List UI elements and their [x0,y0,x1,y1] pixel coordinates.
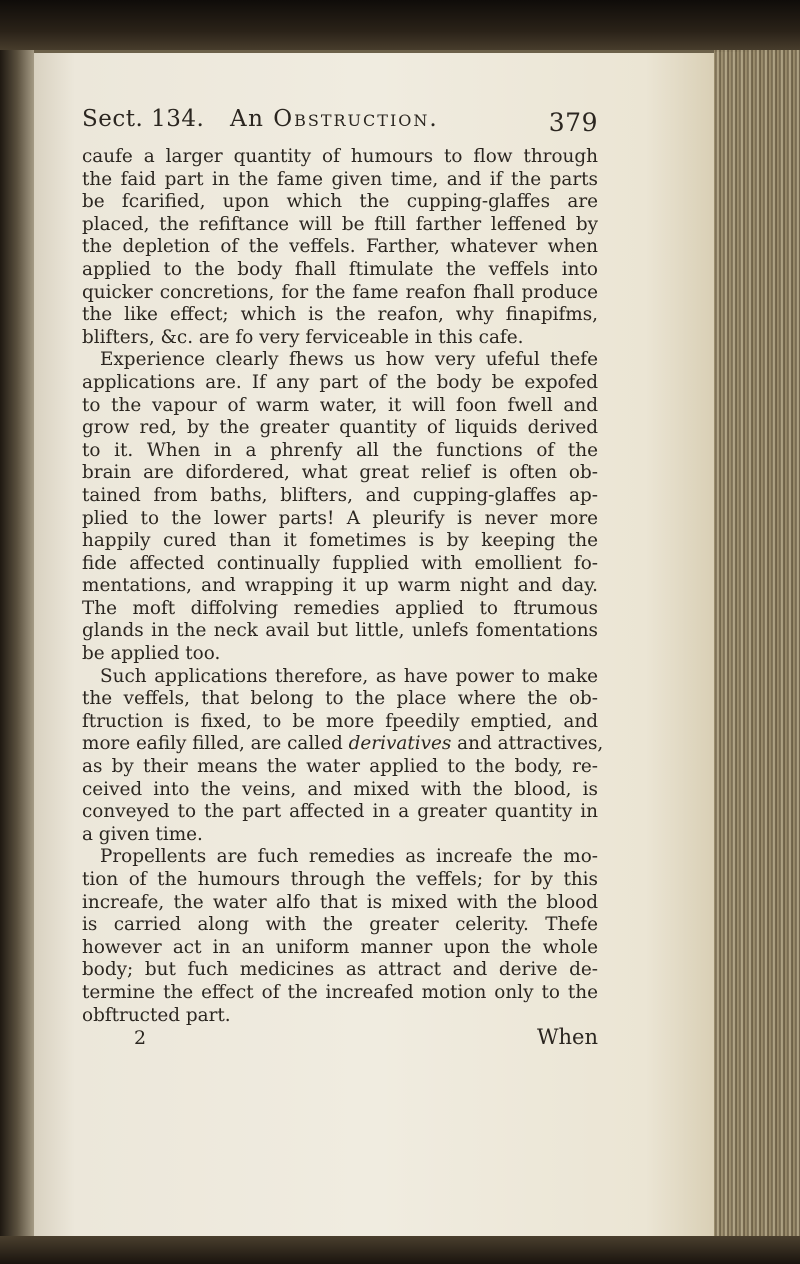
text-line: Such applications therefore, as have power to make [100,665,598,687]
text-line: is carried along with the greater celerity. Thefe [82,914,598,936]
text-line: the faid part in the fame given time, and if the parts [82,168,598,190]
text-line: more eafily filled, are called derivatives and attractives, [82,733,604,755]
text-line: obftructed part. [82,1004,231,1026]
text-line: grow red, by the greater quantity of liquids derived [82,417,598,439]
text-line: applied to the body fhall ftimulate the veffels into [82,258,598,280]
text-line: quicker concretions, for the fame reafon fhall produce [82,281,598,303]
text-line: a given time. [82,823,203,845]
text-line: tion of the humours through the veffels; for by this [82,869,598,890]
text-line: applications are. If any part of the body be expofed [82,371,598,393]
text-line: mentations, and wrapping it up warm night and day. [82,575,598,597]
text-line: body; but fuch medicines as attract and derive de- [82,959,598,981]
text-line: The moft diffolving remedies applied to ftrumous [82,597,598,619]
page-gutter [0,50,34,1240]
text-line: ceived into the veins, and mixed with the blood, is [82,778,598,800]
text-line: termine the effect of the increafed motion only to the [82,981,598,1003]
page-footer [82,1027,598,1053]
catchword: When [536,1025,598,1050]
text-line: be applied too. [82,643,221,665]
page-text-block [82,102,604,1053]
text-line: brain are difordered, what great relief is often ob- [82,462,598,484]
binding-shadow-bottom [0,1236,800,1264]
text-line: as by their means the water applied to the body, re- [82,756,598,778]
text-line: Experience clearly fhews us how very ufeful thefe [100,349,598,371]
section-number: Sect. 134. [82,106,205,132]
running-title-first: An [230,106,265,132]
text-line: however act in an uniform manner upon the whole [82,936,598,958]
text-line: placed, the refiftance will be ftill farther leffened by [82,213,598,235]
running-header [82,102,598,146]
text-line: glands in the neck avail but little, unlefs fomentations [82,620,598,642]
text-line: be fcarified, upon which the cupping-glaffes are [82,191,598,213]
running-title [230,106,439,132]
text-line: Propellents are fuch remedies as increafe the mo- [100,846,598,868]
text-line: increafe, the water alfo that is mixed with the blood [82,891,598,913]
page-edges [714,50,800,1240]
text-line: the depletion of the veffels. Farther, whatever when [82,236,598,258]
text-line: to the vapour of warm water, it will foon fwell and [82,394,598,416]
text-line: caufe a larger quantity of humours to flow through [82,146,598,167]
running-title-rest: Obstruction. [273,106,439,132]
page-number: 379 [548,108,598,137]
text-line: the like effect; which is the reafon, why finapifms, [82,304,598,326]
text-line: tained from baths, blifters, and cupping-glaffes ap- [82,484,598,506]
text-line: blifters, &c. are fo very ferviceable in this cafe. [82,326,524,348]
text-line: fide affected continually fupplied with emollient fo- [82,552,598,574]
text-line: plied to the lower parts! A pleurify is never more [82,507,598,529]
binding-shadow-top [0,0,800,52]
text-line: the veffels, that belong to the place where the ob- [82,688,598,710]
italic-term: derivatives [348,733,452,755]
text-line: conveyed to the part affected in a greater quantity in [82,801,598,823]
body-text [82,146,604,1027]
text-line: ftruction is fixed, to be more fpeedily emptied, and [82,710,598,732]
signature-mark: 2 [134,1027,147,1050]
text-line: to it. When in a phrenfy all the functions of the [82,439,598,461]
text-line: happily cured than it fometimes is by keeping the [82,530,598,552]
